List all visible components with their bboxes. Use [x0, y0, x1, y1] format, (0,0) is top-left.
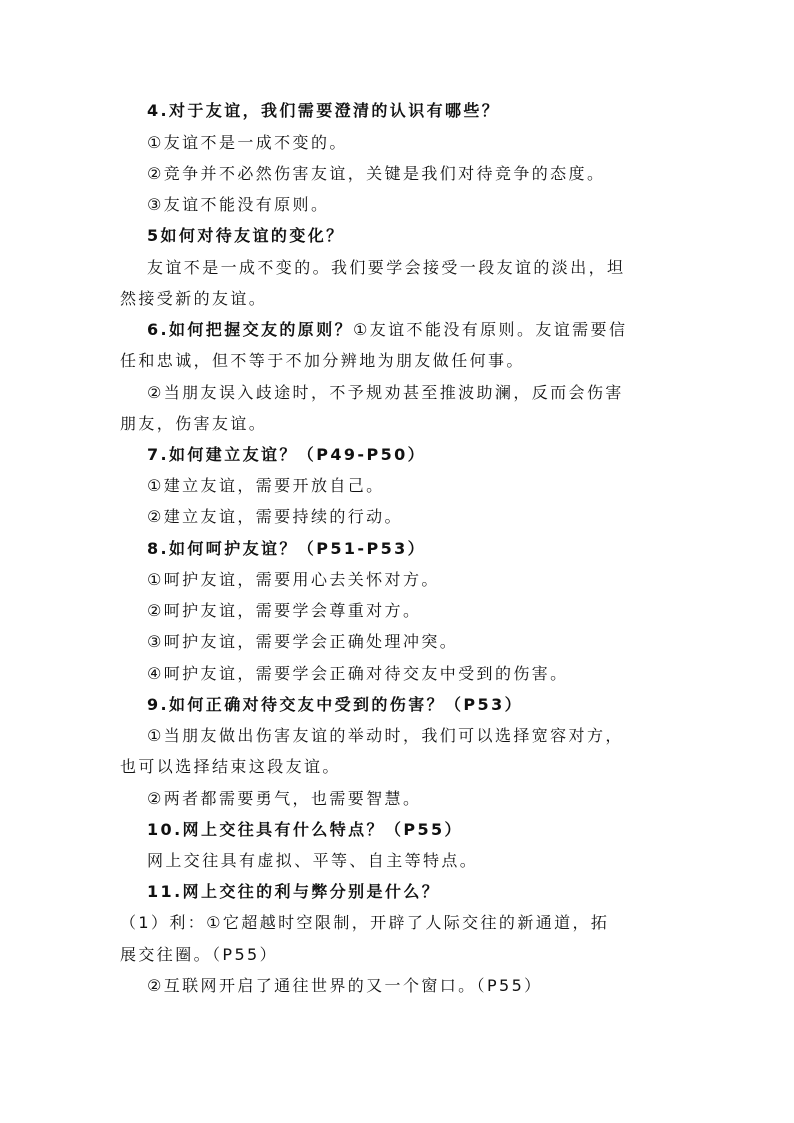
question-4-heading: 4.对于友谊，我们需要澄清的认识有哪些？: [147, 101, 501, 120]
answer-line: ①友谊不是一成不变的。: [147, 133, 348, 152]
answer-line: ②当朋友误入歧途时，不予规劝甚至推波助澜，反而会伤害: [147, 383, 624, 402]
answer-line: （1）利：①它超越时空限制，开辟了人际交往的新通道，拓: [120, 913, 610, 932]
answer-line: 友谊不是一成不变的。我们要学会接受一段友谊的淡出，坦: [147, 258, 626, 277]
answer-line: 然接受新的友谊。: [120, 289, 268, 308]
answer-line: ②两者都需要勇气，也需要智慧。: [147, 789, 422, 808]
answer-text: ①友谊不能没有原则。友谊需要信: [353, 320, 628, 339]
answer-line: ②竞争并不必然伤害友谊，关键是我们对待竞争的态度。: [147, 164, 606, 183]
answer-line: ③呵护友谊，需要学会正确处理冲突。: [147, 632, 459, 651]
answer-line: ①呵护友谊，需要用心去关怀对方。: [147, 570, 440, 589]
question-6-line: [147, 320, 627, 340]
answer-line: 网上交往具有虚拟、平等、自主等特点。: [147, 851, 479, 870]
question-10-heading: 10.网上交往具有什么特点？（P55）: [147, 820, 463, 839]
answer-line: 任和忠诚，但不等于不加分辨地为朋友做任何事。: [120, 351, 525, 370]
answer-line: ②呵护友谊，需要学会尊重对方。: [147, 601, 422, 620]
answer-line: 朋友，伤害友谊。: [120, 414, 268, 433]
question-5-heading: 5如何对待友谊的变化？: [147, 226, 345, 245]
question-9-heading: 9.如何正确对待交友中受到的伤害？（P53）: [147, 695, 524, 714]
answer-line: ④呵护友谊，需要学会正确对待交友中受到的伤害。: [147, 664, 569, 683]
question-7-heading: 7.如何建立友谊？（P49-P50）: [147, 445, 427, 464]
answer-line: ③友谊不能没有原则。: [147, 195, 330, 214]
answer-line: ①当朋友做出伤害友谊的举动时，我们可以选择宽容对方，: [147, 726, 624, 745]
question-8-heading: 8.如何呵护友谊？（P51-P53）: [147, 539, 427, 558]
question-6-heading: 6.如何把握交友的原则？: [147, 320, 354, 339]
answer-line: 也可以选择结束这段友谊。: [120, 757, 341, 776]
answer-line: ②建立友谊，需要持续的行动。: [147, 507, 403, 526]
question-11-heading: 11.网上交往的利与弊分别是什么？: [147, 882, 441, 901]
answer-line: ②互联网开启了通往世界的又一个窗口。（P55）: [147, 976, 543, 995]
answer-line: 展交往圈。（P55）: [120, 945, 279, 964]
answer-line: ①建立友谊，需要开放自己。: [147, 476, 385, 495]
